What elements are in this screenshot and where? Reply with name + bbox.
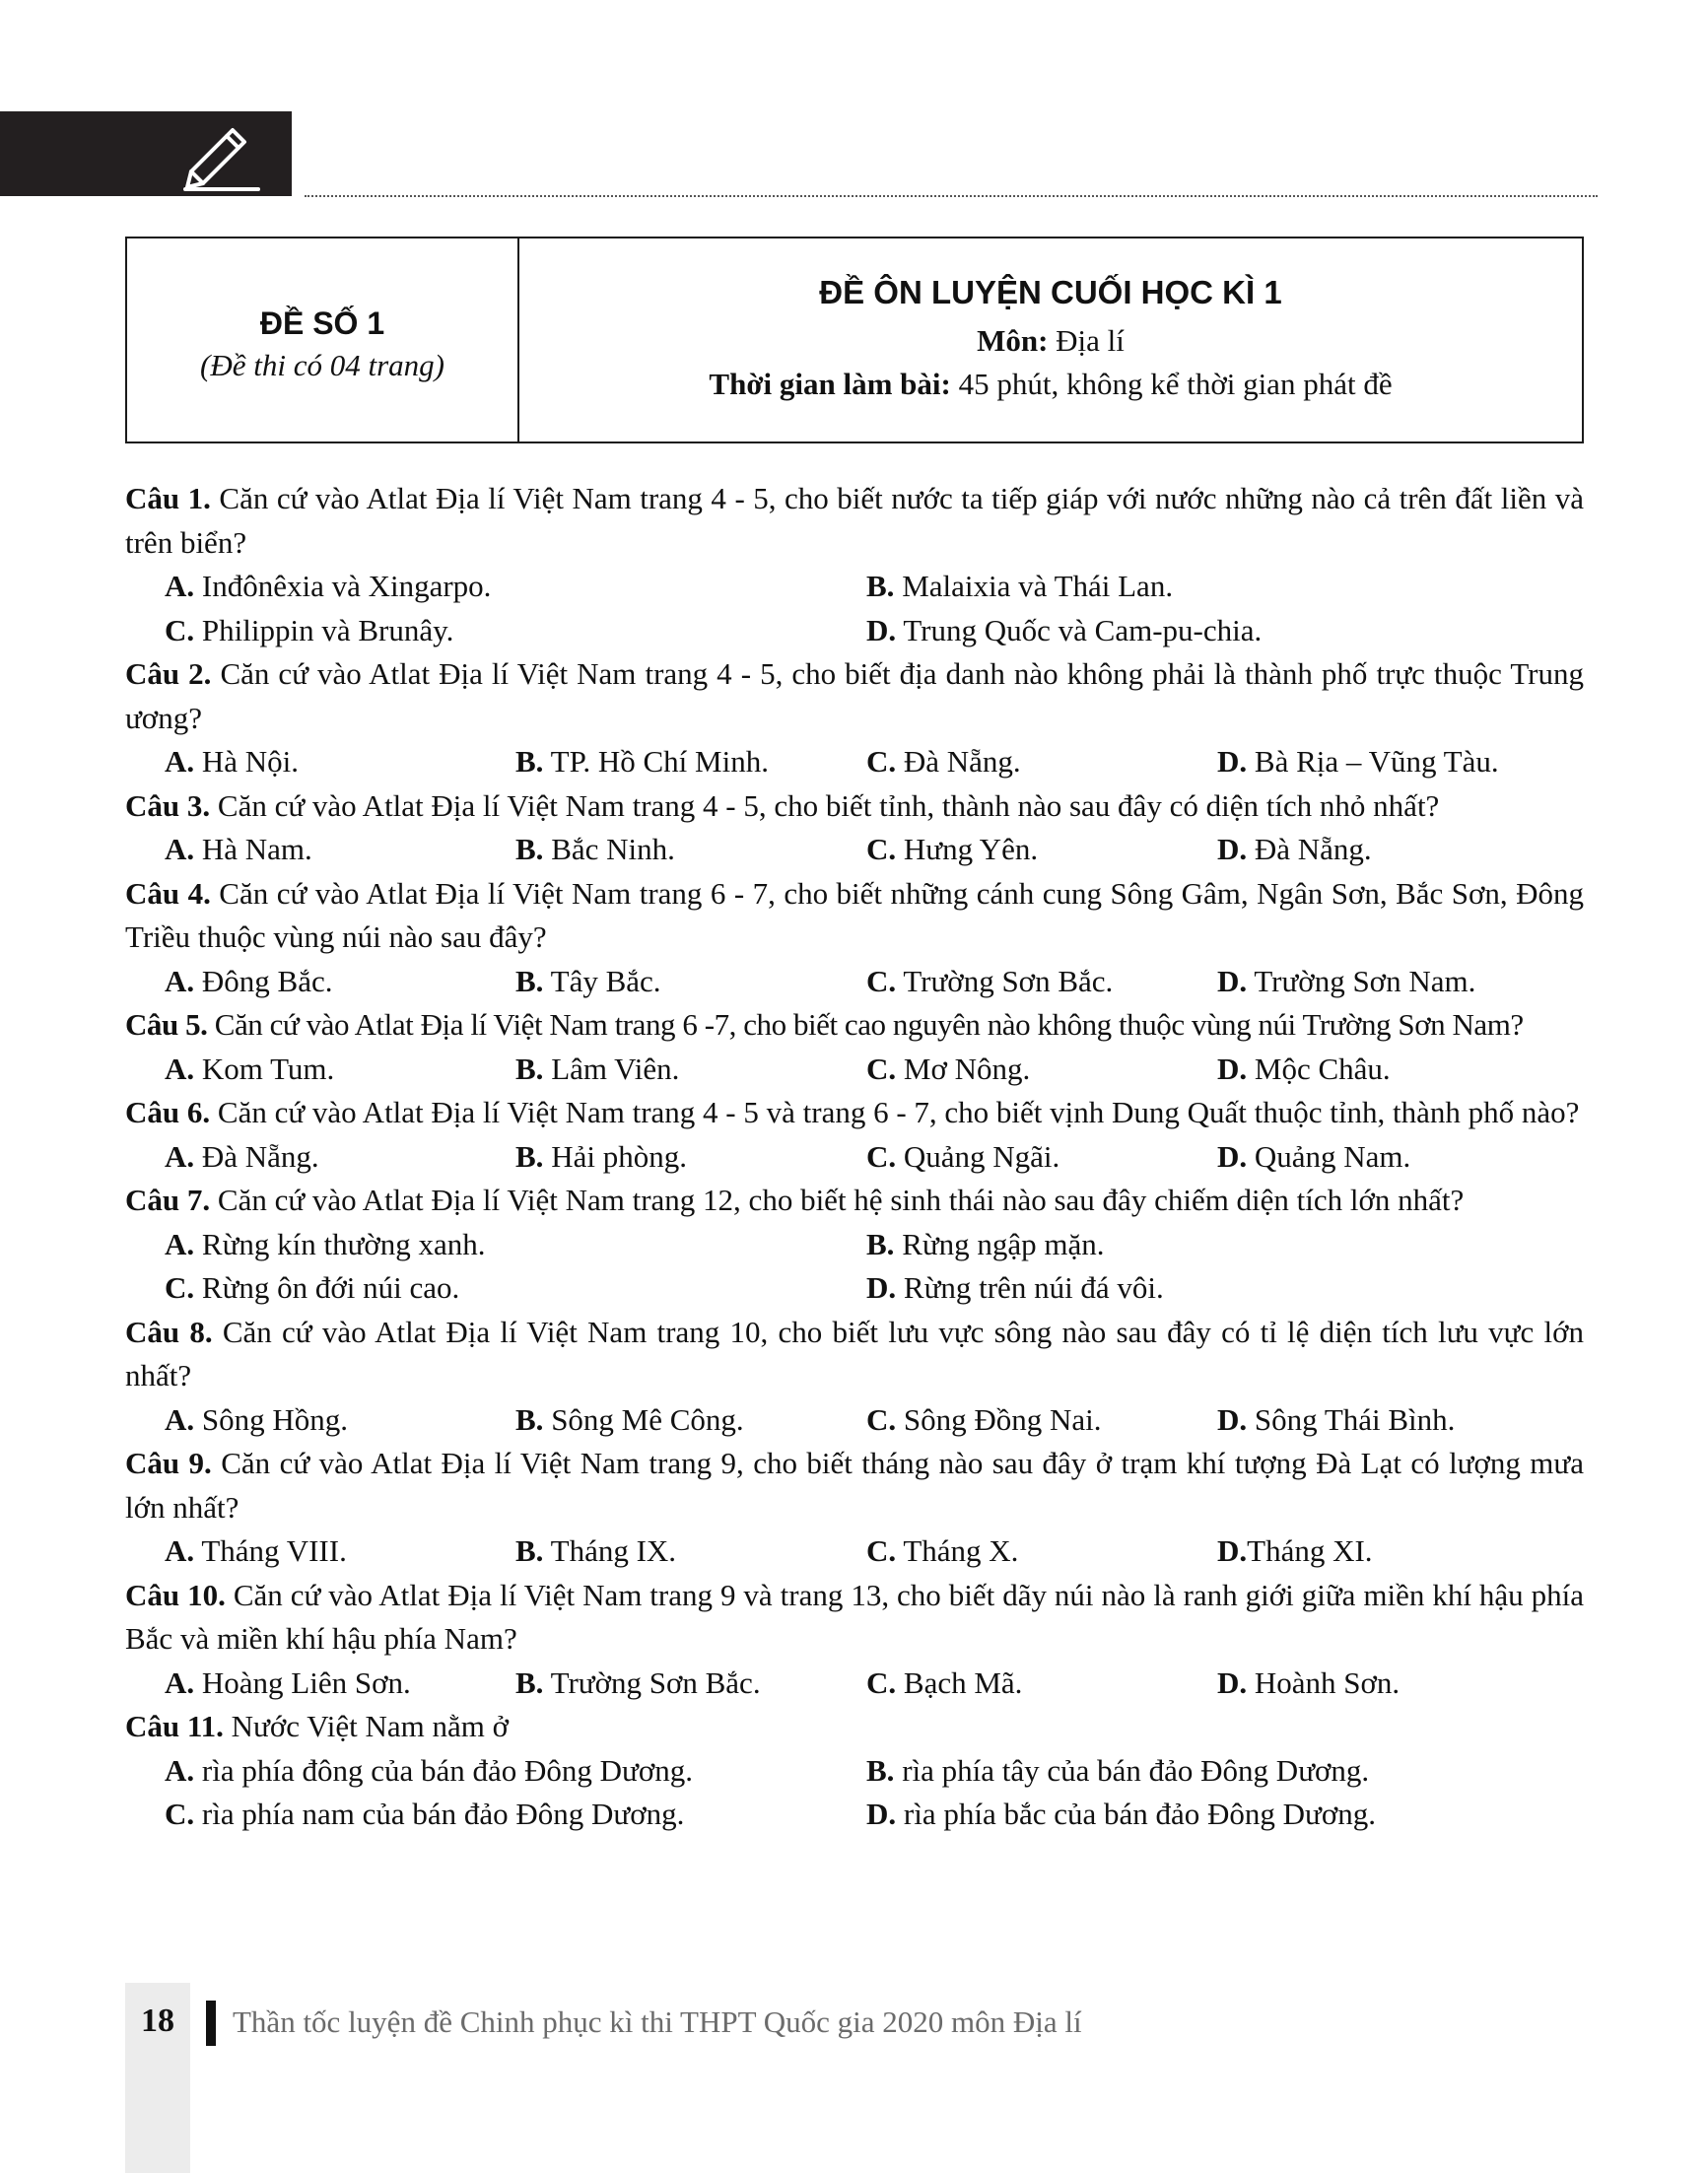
question-9 <box>125 1442 1584 1574</box>
question-3 <box>125 784 1584 872</box>
option-a: A. Đà Nẵng. <box>165 1138 319 1174</box>
answer-options <box>125 565 1584 652</box>
question-text: Căn cứ vào Atlat Địa lí Việt Nam trang 9 và trang 13, cho biết dãy núi nào là ranh giới giữa miền khí hậu phía Bắc và miền khí hậu phía Nam? <box>125 1577 1584 1656</box>
question-label: Câu 3. <box>125 787 211 823</box>
option-d: D. Sông Thái Bình. <box>1217 1401 1456 1437</box>
question-1 <box>125 477 1584 652</box>
option-c: C. Philippin và Brunây. <box>165 612 454 647</box>
question-text: Nước Việt Nam nằm ở <box>223 1709 509 1743</box>
question-label: Câu 6. <box>125 1095 211 1129</box>
option-a: A. Hà Nam. <box>165 832 312 866</box>
question-stem <box>125 477 1584 565</box>
option-d: D. Đà Nẵng. <box>1217 832 1372 866</box>
question-text: Căn cứ vào Atlat Địa lí Việt Nam trang 4 - 5, cho biết địa danh nào không phải là thành phố trực thuộc Trung ương? <box>125 656 1584 735</box>
exam-title: ĐỀ ÔN LUYỆN CUỐI HỌC KÌ 1 <box>819 274 1282 310</box>
question-label: Câu 9. <box>125 1446 212 1480</box>
option-a: A. rìa phía đông của bán đảo Đông Dương. <box>165 1752 693 1788</box>
question-2 <box>125 652 1584 784</box>
question-stem <box>125 1003 1584 1048</box>
option-d: D.Tháng XI. <box>1217 1533 1373 1568</box>
question-text: Căn cứ vào Atlat Địa lí Việt Nam trang 9, cho biết tháng nào sau đây ở trạm khí tượng Đà Lạt có lượng mưa lớn nhất? <box>125 1446 1584 1525</box>
question-8 <box>125 1311 1584 1443</box>
question-stem <box>125 1574 1584 1662</box>
time-value: 45 phút, không kể thời gian phát đề <box>950 367 1393 401</box>
option-b: B. Lâm Viên. <box>515 1051 680 1086</box>
option-b: B. TP. Hồ Chí Minh. <box>515 744 769 779</box>
book-title: Thần tốc luyện đề Chinh phục kì thi THPT Quốc gia 2020 môn Địa lí <box>233 2004 1082 2039</box>
question-label: Câu 7. <box>125 1183 211 1217</box>
answer-options <box>125 828 1584 872</box>
option-c: C. Bạch Mã. <box>866 1664 1023 1700</box>
option-d: D. Trung Quốc và Cam-pu-chia. <box>866 612 1263 647</box>
exam-header-box <box>125 237 1584 443</box>
option-b: B. Malaixia và Thái Lan. <box>866 569 1174 603</box>
answer-options <box>125 1223 1584 1311</box>
option-c: C. Hưng Yên. <box>866 832 1039 866</box>
exam-number: ĐỀ SỐ 1 <box>259 305 385 341</box>
pages-note: (Đề thi có 04 trang) <box>200 347 444 382</box>
question-7 <box>125 1179 1584 1311</box>
option-c: C. rìa phía nam của bán đảo Đông Dương. <box>165 1797 685 1831</box>
question-text: Căn cứ vào Atlat Địa lí Việt Nam trang 12, cho biết hệ sinh thái nào sau đây chiếm diện tích lớn nhất? <box>210 1183 1465 1217</box>
question-11 <box>125 1705 1584 1837</box>
option-a: A. Inđônêxia và Xingarpo. <box>165 569 492 603</box>
question-stem <box>125 1705 1584 1749</box>
answer-options <box>125 1048 1584 1092</box>
answer-options <box>125 1749 1584 1837</box>
option-a: A. Kom Tum. <box>165 1051 335 1086</box>
option-a: A. Rừng kín thường xanh. <box>165 1226 486 1261</box>
question-list <box>125 477 1584 1837</box>
question-label: Câu 8. <box>125 1314 213 1349</box>
option-b: B. Trường Sơn Bắc. <box>515 1664 761 1700</box>
question-text: Căn cứ vào Atlat Địa lí Việt Nam trang 4 - 5, cho biết tỉnh, thành nào sau đây có diện tích nhỏ nhất? <box>210 787 1440 823</box>
option-a: A. Sông Hồng. <box>165 1401 349 1437</box>
answer-options <box>125 1529 1584 1574</box>
option-a: A. Đông Bắc. <box>165 963 333 998</box>
option-c: C. Sông Đồng Nai. <box>866 1401 1102 1437</box>
question-label: Câu 10. <box>125 1577 226 1612</box>
answer-options <box>125 1135 1584 1180</box>
footer-divider <box>206 2001 216 2046</box>
option-c: C. Trường Sơn Bắc. <box>866 963 1114 998</box>
exam-info-cell <box>519 238 1582 441</box>
option-c: C. Đà Nẵng. <box>866 744 1021 779</box>
option-b: B. Tháng IX. <box>515 1533 677 1568</box>
subject-label: Môn: <box>977 323 1049 358</box>
option-d: D. rìa phía bắc của bán đảo Đông Dương. <box>866 1797 1376 1831</box>
question-text: Căn cứ vào Atlat Địa lí Việt Nam trang 4 - 5 và trang 6 - 7, cho biết vịnh Dung Quất thuộc tỉnh, thành phố nào? <box>210 1095 1580 1129</box>
option-c: C. Tháng X. <box>866 1533 1019 1568</box>
option-b: B. Rừng ngập mặn. <box>866 1226 1105 1261</box>
option-d: D. Mộc Châu. <box>1217 1051 1391 1086</box>
option-c: C. Quảng Ngãi. <box>866 1138 1060 1174</box>
answer-options <box>125 1398 1584 1443</box>
question-stem <box>125 1179 1584 1223</box>
question-text: Căn cứ vào Atlat Địa lí Việt Nam trang 10, cho biết lưu vực sông nào sau đây có tỉ lệ diện tích lưu vực lớn nhất? <box>125 1314 1584 1392</box>
subject-line <box>977 319 1125 363</box>
answer-options <box>125 1662 1584 1706</box>
option-d: D. Hoành Sơn. <box>1217 1664 1401 1700</box>
question-5 <box>125 1003 1584 1091</box>
question-stem <box>125 1311 1584 1398</box>
page-number: 18 <box>141 2003 174 2039</box>
question-text: Căn cứ vào Atlat Địa lí Việt Nam trang 4 - 5, cho biết nước ta tiếp giáp với nước những nào cả trên đất liền và trên biển? <box>125 481 1584 560</box>
question-10 <box>125 1574 1584 1706</box>
question-6 <box>125 1091 1584 1179</box>
option-d: D. Quảng Nam. <box>1217 1138 1411 1174</box>
question-label: Câu 11. <box>125 1709 224 1743</box>
question-label: Câu 1. <box>125 481 211 515</box>
question-stem <box>125 1091 1584 1135</box>
time-line <box>709 363 1392 406</box>
option-b: B. rìa phía tây của bán đảo Đông Dương. <box>866 1752 1370 1788</box>
exam-id-cell <box>127 238 519 441</box>
dotted-separator <box>305 195 1598 197</box>
option-c: C. Mơ Nông. <box>866 1051 1031 1086</box>
option-a: A. Hà Nội. <box>165 744 300 779</box>
question-stem <box>125 784 1584 829</box>
answer-options <box>125 960 1584 1004</box>
option-b: B. Hải phòng. <box>515 1138 687 1174</box>
question-text: Căn cứ vào Atlat Địa lí Việt Nam trang 6 -7, cho biết cao nguyên nào không thuộc vùng núi Trường Sơn Nam? <box>207 1007 1524 1042</box>
option-d: D. Trường Sơn Nam. <box>1217 963 1476 998</box>
option-b: B. Tây Bắc. <box>515 963 661 998</box>
option-d: D. Bà Rịa – Vũng Tàu. <box>1217 744 1499 779</box>
answer-options <box>125 740 1584 784</box>
question-label: Câu 5. <box>125 1007 208 1042</box>
question-stem <box>125 872 1584 960</box>
pencil-icon <box>183 120 260 191</box>
question-label: Câu 2. <box>125 656 212 691</box>
option-c: C. Rừng ôn đới núi cao. <box>165 1270 460 1305</box>
option-a: A. Tháng VIII. <box>165 1533 347 1568</box>
time-label: Thời gian làm bài: <box>709 367 951 401</box>
option-b: B. Bắc Ninh. <box>515 832 675 866</box>
question-text: Căn cứ vào Atlat Địa lí Việt Nam trang 6 - 7, cho biết những cánh cung Sông Gâm, Ngân Sơn, Bắc Sơn, Đông Triều thuộc vùng núi nào sau đây? <box>125 875 1584 954</box>
option-b: B. Sông Mê Công. <box>515 1401 744 1437</box>
option-d: D. Rừng trên núi đá vôi. <box>866 1270 1164 1305</box>
option-a: A. Hoàng Liên Sơn. <box>165 1664 411 1700</box>
subject-value: Địa lí <box>1048 323 1125 358</box>
question-stem <box>125 652 1584 740</box>
question-label: Câu 4. <box>125 875 211 911</box>
question-stem <box>125 1442 1584 1529</box>
question-4 <box>125 872 1584 1004</box>
